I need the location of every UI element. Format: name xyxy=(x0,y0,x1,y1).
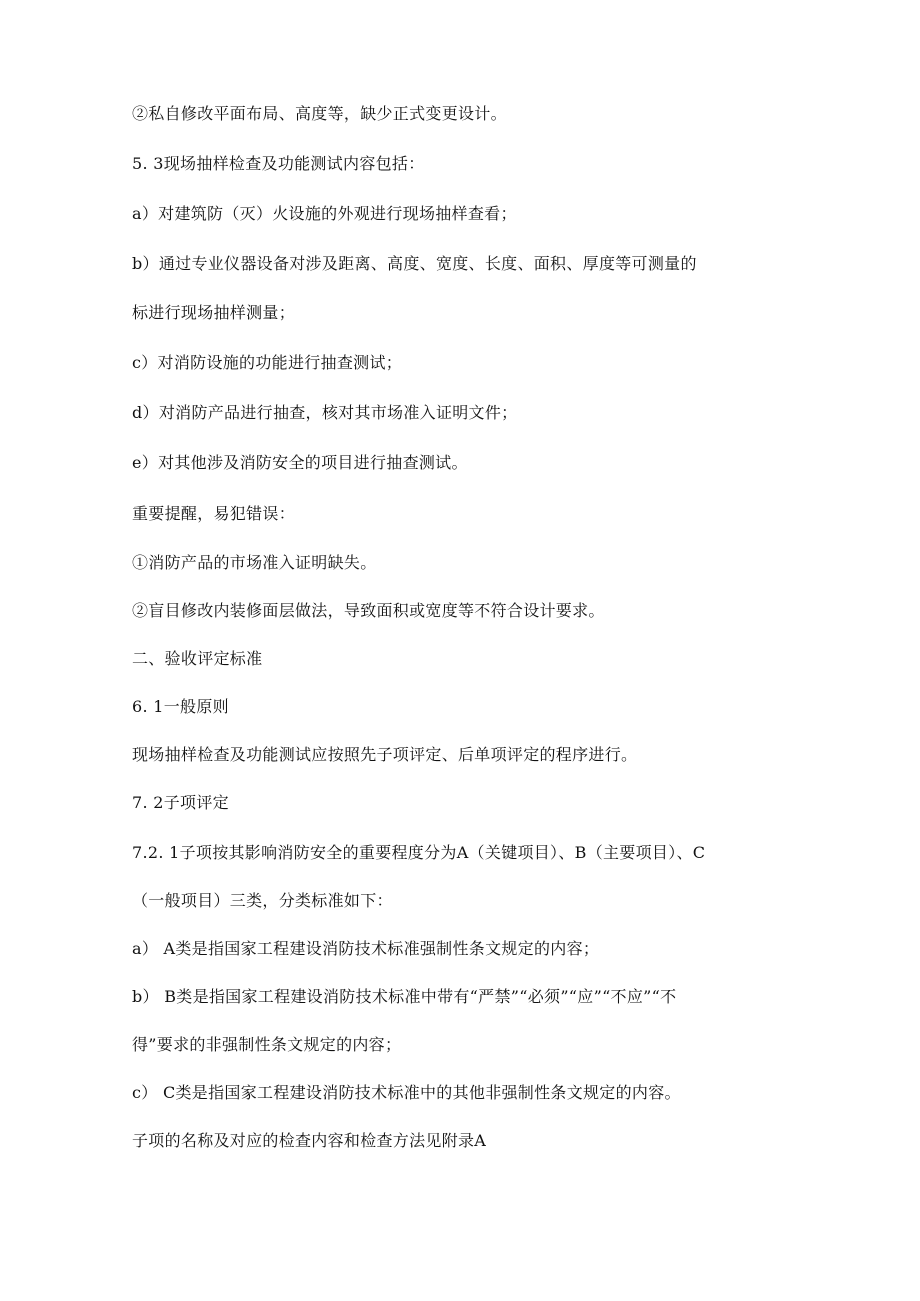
list-item: d）对消防产品进行抽查，核对其市场准入证明文件； xyxy=(132,403,518,422)
section-heading: 二、验收评定标准 xyxy=(132,649,263,668)
reminder-heading: 重要提醒，易犯错误： xyxy=(132,504,296,523)
text-line: ②私自修改平面布局、高度等，缺少正式变更设计。 xyxy=(132,104,507,123)
list-item: c）对消防设施的功能进行抽查测试； xyxy=(132,353,403,372)
list-item: e）对其他涉及消防安全的项目进行抽查测试。 xyxy=(132,453,468,472)
text-line: ①消防产品的市场准入证明缺失。 xyxy=(132,553,377,572)
text-line: 子项的名称及对应的检查内容和检查方法见附录A xyxy=(132,1131,487,1150)
list-item: a） A类是指国家工程建设消防技术标准强制性条文规定的内容； xyxy=(132,939,600,958)
text-line: 7.2. 1子项按其影响消防安全的重要程度分为A（关键项目）、B（主要项目）、C xyxy=(132,843,706,862)
text-line: 现场抽样检查及功能测试应按照先子项评定、后单项评定的程序进行。 xyxy=(132,745,638,764)
list-item: c） C类是指国家工程建设消防技术标准中的其他非强制性条文规定的内容。 xyxy=(132,1083,681,1102)
list-item: a）对建筑防（灭）火设施的外观进行现场抽样查看； xyxy=(132,204,517,223)
section-heading: 7. 2子项评定 xyxy=(132,793,229,812)
list-item: b）通过专业仪器设备对涉及距离、高度、宽度、长度、面积、厚度等可测量的 xyxy=(132,254,697,273)
list-item: b） B类是指国家工程建设消防技术标准中带有“严禁”“必须”“应”“不应”“不 xyxy=(132,987,677,1006)
text-line: 标进行现场抽样测量； xyxy=(132,303,296,322)
text-line: 得”要求的非强制性条文规定的内容； xyxy=(132,1035,402,1054)
text-line: ②盲目修改内装修面层做法，导致面积或宽度等不符合设计要求。 xyxy=(132,601,605,620)
section-heading: 6. 1一般原则 xyxy=(132,697,229,716)
text-line: （一般项目）三类，分类标准如下： xyxy=(132,891,393,910)
section-heading: 5. 3现场抽样检查及功能测试内容包括： xyxy=(132,154,425,173)
